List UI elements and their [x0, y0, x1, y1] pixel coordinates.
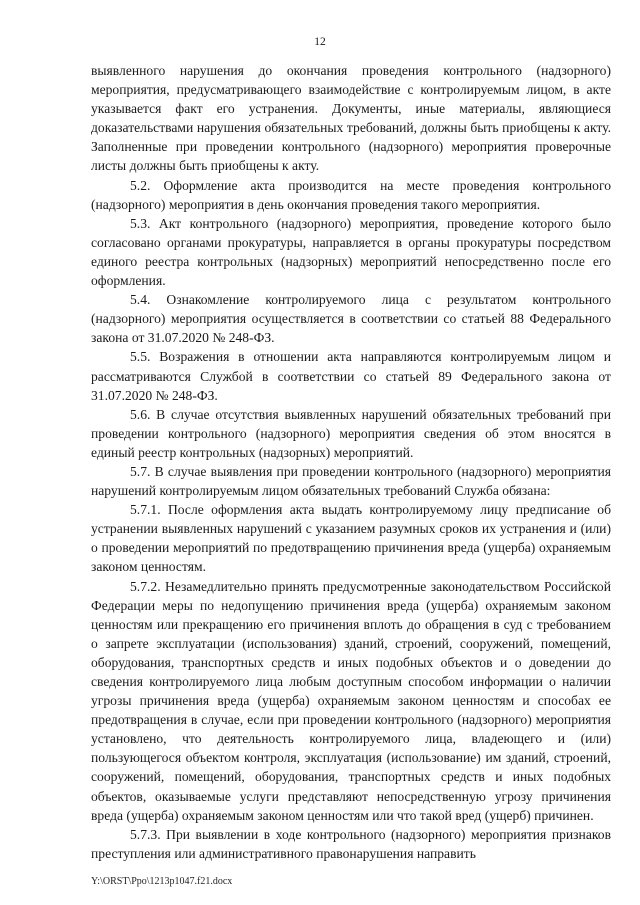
paragraph-5-7-2: 5.7.2. Незамедлительно принять предусмотренные законодательством Российской Федерации меры по недопущению причинения вреда (ущерба) охраняемым законом ценностям или прекращению его причинения вплоть до обращения в суд с требованием о запрете эксплуатации (использования) зданий, строений, сооружений, помещений, оборудования, транспортных средств и иных подобных объектов и о доведении до сведения контролируемого лица любым доступным способом информации о наличии угрозы причинения вреда (ущерба) охраняемым законом ценностям и способах ее предотвращения в случае, если при проведении контрольного (надзорного) мероприятия установлено, что деятельность контролируемого лица, владеющего и (или) пользующегося объектом контроля, эксплуатация (использование) им зданий, строений, сооружений, помещений, оборудования, транспортных средств и иных подобных объектов, оказываемые услуги представляют непосредственную угрозу причинения вреда (ущерба) охраняемым законом ценностям или что такой вред (ущерб) причинен.: [91, 578, 611, 823]
page-number: 12: [314, 36, 326, 48]
footer-file-path: Y:\ORST\Ppo\1213p1047.f21.docx: [91, 876, 233, 887]
paragraph-continuation: выявленного нарушения до окончания проведения контрольного (надзорного) мероприятия, предусматривающего взаимодействие с контролируемым лицом, в акте указывается факт его устранения. Документы, иные материалы, являющиеся доказательствами нарушения обязательных требований, должны быть приобщены к акту. Заполненные при проведении контрольного (надзорного) мероприятия проверочные листы должны быть приобщены к акту.: [91, 63, 611, 174]
paragraph-5-5: 5.5. Возражения в отношении акта направляются контролируемым лицом и рассматриваются Службой в соответствии со статьей 89 Федерального закона от 31.07.2020 № 248-ФЗ.: [91, 349, 611, 403]
paragraph-5-7: 5.7. В случае выявления при проведении контрольного (надзорного) мероприятия нарушений контролируемым лицом обязательных требований Служба обязана:: [91, 463, 611, 499]
paragraph-5-4: 5.4. Ознакомление контролируемого лица с результатом контрольного (надзорного) мероприятия осуществляется в соответствии со статьей 88 Федерального закона от 31.07.2020 № 248-ФЗ.: [91, 292, 611, 346]
paragraph-5-7-1: 5.7.1. После оформления акта выдать контролируемому лицу предписание об устранении выявленных нарушений с указанием разумных сроков их устранения и (или) о проведении мероприятий по предотвращению причинения вреда (ущерба) охраняемым законом ценностям.: [91, 502, 611, 575]
document-body: [91, 61, 611, 863]
paragraph-5-7-3: 5.7.3. При выявлении в ходе контрольного (надзорного) мероприятия признаков преступления или административного правонарушения направить: [91, 826, 611, 861]
paragraph-5-2: 5.2. Оформление акта производится на месте проведения контрольного (надзорного) мероприятия в день окончания проведения такого мероприятия.: [91, 177, 611, 212]
paragraph-5-3: 5.3. Акт контрольного (надзорного) мероприятия, проведение которого было согласовано органами прокуратуры, направляется в органы прокуратуры посредством единого реестра контрольных (надзорных) мероприятий непосредственно после его оформления.: [91, 215, 611, 289]
paragraph-5-6: 5.6. В случае отсутствия выявленных нарушений обязательных требований при проведении контрольного (надзорного) мероприятия сведения об этом вносятся в единый реестр контрольных (надзорных) мероприятий.: [91, 406, 611, 460]
